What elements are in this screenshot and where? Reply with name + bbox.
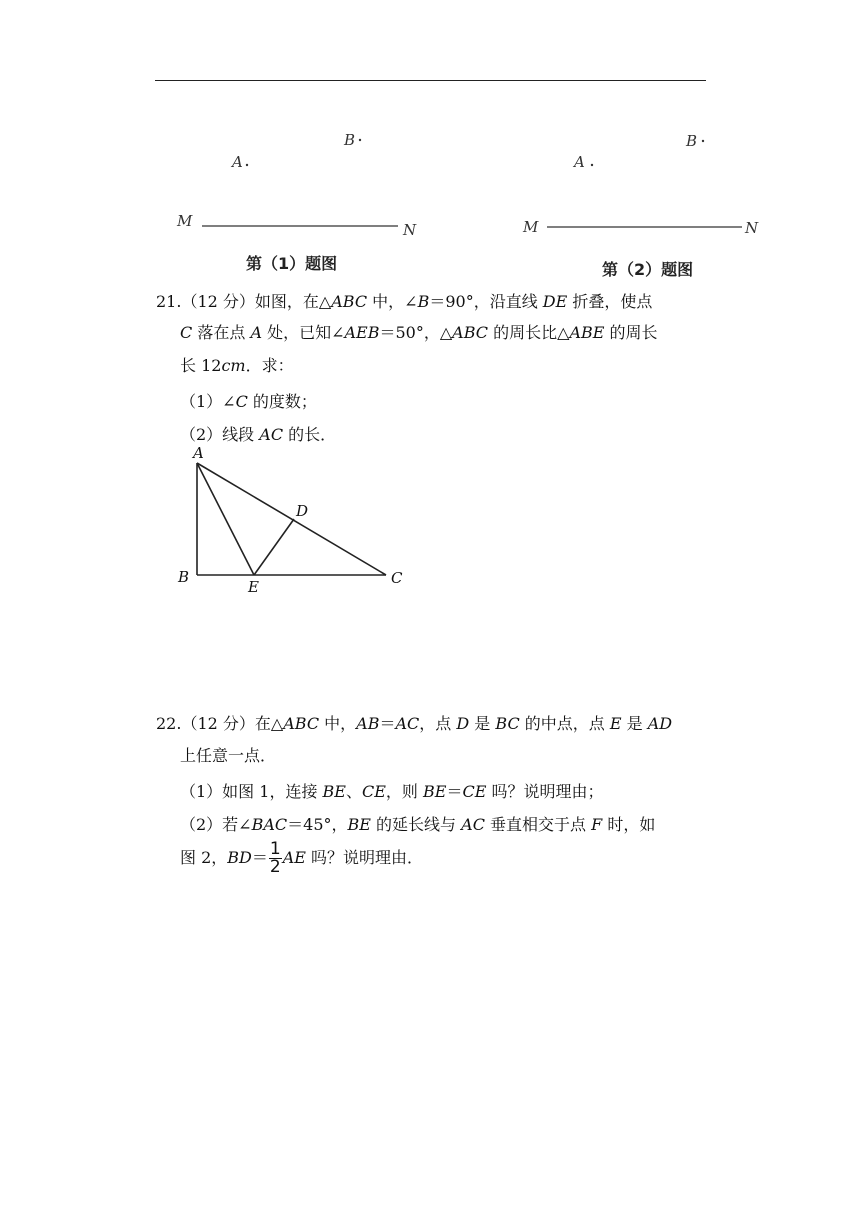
triangle-label-c: C: [391, 569, 403, 587]
fig2-caption: 第（2）题图: [602, 260, 694, 279]
fig1-point-b-label: B: [344, 131, 356, 149]
triangle-label-d: D: [296, 502, 309, 520]
fig1-point-a-label: A: [232, 153, 243, 171]
fig2-point-m-label: M: [523, 218, 539, 236]
q22-part-1: （1）如图 1，连接 BE、CE，则 BE＝CE 吗？说明理由；: [180, 782, 604, 801]
fraction-one-half: $\frac{1}{2}$: [269, 839, 281, 877]
q22-part-2: （2）若∠BAC＝45°，BE 的延长线与 AC 垂直相交于点 F 时，如: [180, 815, 656, 834]
fig2-point-n-label: N: [745, 219, 759, 237]
q21-part-1: （1）∠C 的度数；: [180, 392, 317, 411]
fig1-point-m-label: M: [177, 212, 193, 230]
fig1-caption: 第（1）题图: [246, 254, 338, 273]
fig2-point-b-label: B: [686, 132, 698, 150]
q22-line-1: 22.（12 分）在△ABC 中，AB＝AC，点 D 是 BC 的中点，点 E 是 AD: [156, 714, 673, 733]
q21-triangle-figure: [0, 0, 860, 600]
q21-part-2: （2）线段 AC 的长．: [180, 425, 337, 444]
q21-line-3: 长 12cm．求：: [180, 356, 294, 375]
triangle-label-e: E: [248, 578, 259, 596]
q21-line-2: C 落在点 A 处，已知∠AEB＝50°，△ABC 的周长比△ABE 的周长: [180, 323, 658, 342]
fig2-point-a-label: A: [574, 153, 585, 171]
q22-part-3: 图 2，BD＝ $\frac{1}{2}$ AE 吗？说明理由．: [180, 839, 424, 877]
triangle-label-a: A: [193, 444, 204, 462]
triangle-label-b: B: [178, 568, 190, 586]
q22-line-2: 上任意一点．: [180, 746, 277, 765]
segment-ed: [254, 519, 294, 575]
fig1-point-n-label: N: [403, 221, 417, 239]
q21-line-1: 21.（12 分）如图，在△ABC 中，∠B＝90°，沿直线 DE 折叠，使点: [156, 292, 653, 311]
